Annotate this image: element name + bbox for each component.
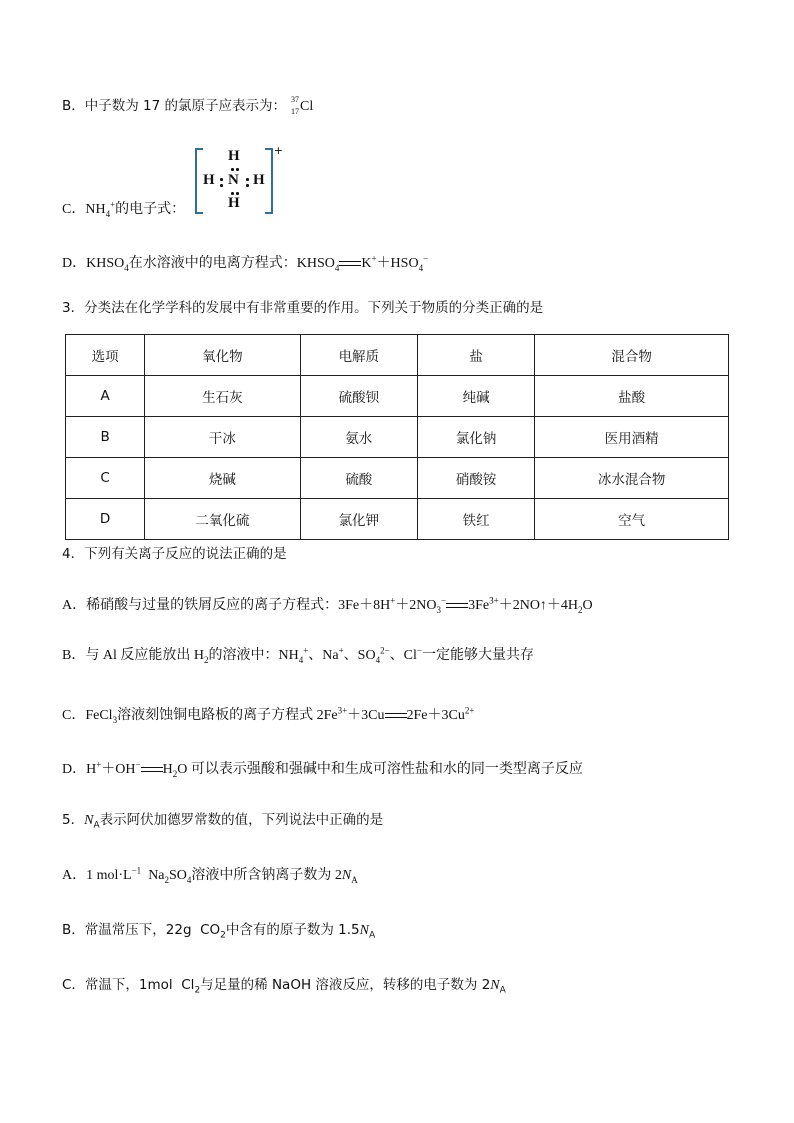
mass-number: 37 [291, 95, 300, 104]
table-cell: 硫酸 [300, 458, 417, 499]
option-text: ＋HSO [376, 256, 419, 271]
electron-dot [231, 168, 234, 171]
electron-dot [246, 178, 249, 181]
subscript: 4 [124, 262, 129, 273]
option-text: 、SO [343, 648, 376, 663]
question-4-stem: 4．下列有关离子反应的说法正确的是 [62, 546, 287, 562]
option-text: 在水溶液中的电离方程式：KHSO [128, 256, 335, 271]
subscript: 2 [203, 654, 209, 665]
table-header-cell: 电解质 [300, 335, 417, 376]
equals-sign [339, 261, 361, 267]
option-text: B．与 Al 反应能放出 H [62, 648, 204, 663]
table-cell: C [66, 458, 145, 499]
table-row [66, 376, 729, 417]
table-cell: 氯化钾 [300, 499, 417, 540]
option-2b [62, 96, 313, 117]
table-cell: 烧碱 [145, 458, 301, 499]
option-text: 中含有的原子数为 1.5 [225, 922, 360, 938]
option-text: D．KHSO [62, 256, 125, 271]
option-5c [62, 975, 506, 996]
hydrogen-right: H [253, 172, 265, 188]
table-row [66, 499, 729, 540]
electron-dot [246, 184, 249, 187]
avogadro-symbol: N [359, 923, 369, 938]
option-4d [62, 760, 583, 780]
option-text: 3Fe [468, 598, 490, 613]
subscript: A [499, 985, 506, 996]
subscript: 2 [220, 930, 226, 941]
option-text: ＋2NO [395, 598, 437, 613]
option-text: 、Cl [389, 648, 417, 663]
superscript: −1 [131, 865, 142, 876]
superscript: + [96, 759, 102, 770]
electron-dot [220, 178, 223, 181]
table-cell: 硫酸钡 [300, 376, 417, 417]
option-text: ＋2NO↑＋4H [498, 598, 579, 613]
option-text: ＋3Cu [347, 708, 385, 723]
equals-sign [446, 603, 468, 609]
option-text: B．中子数为 17 的氯原子应表示为： [62, 98, 287, 114]
isotope-notation [286, 96, 300, 116]
option-text: A．稀硝酸与过量的铁屑反应的离子方程式：3Fe＋8H [62, 598, 391, 613]
option-text: 与足量的稀 NaOH 溶液反应，转移的电子数为 2 [200, 977, 491, 993]
question-3-stem: 3．分类法在化学学科的发展中有非常重要的作用。下列关于物质的分类正确的是 [62, 300, 544, 316]
superscript: 2− [380, 645, 390, 656]
option-text: O 可以表示强酸和强碱中和生成可溶性盐和水的同一类型离子反应 [177, 762, 583, 777]
subscript: A [369, 930, 376, 941]
avogadro-symbol: N [84, 813, 94, 828]
option-text: 溶液中所含钠离子数为 2 [191, 868, 342, 883]
subscript: 4 [375, 654, 381, 665]
table-cell: 硝酸铵 [417, 458, 534, 499]
avogadro-symbol: N [490, 978, 500, 993]
table-cell: 氯化钠 [417, 417, 534, 458]
table-row [66, 458, 729, 499]
electron-dot [236, 168, 239, 171]
superscript: − [441, 595, 447, 606]
equals-sign [385, 713, 407, 719]
classification-table [65, 334, 729, 540]
superscript: − [416, 645, 422, 656]
table-cell: 冰水混合物 [535, 458, 729, 499]
option-text: B．常温常压下，22g CO [62, 922, 221, 938]
superscript: + [371, 253, 377, 264]
subscript: 4 [334, 262, 340, 273]
question-text: 表示阿伏加德罗常数的值，下列说法中正确的是 [99, 812, 384, 828]
option-text: C．常温下，1mol Cl [62, 977, 195, 993]
option-text: ＋OH [101, 762, 136, 777]
option-5a [62, 866, 358, 886]
option-2c [62, 200, 185, 220]
superscript: 3+ [489, 595, 499, 606]
subscript: 2 [172, 768, 178, 779]
avogadro-symbol: N [341, 868, 352, 883]
option-text: D．H [62, 762, 97, 777]
table-row [66, 417, 729, 458]
option-2d [62, 254, 428, 274]
charge-sign: + [273, 144, 283, 157]
table-header-cell: 选项 [66, 335, 145, 376]
option-text: 溶液刻蚀铜电路板的离子方程式 2Fe [117, 708, 338, 723]
option-text: C．FeCl [62, 708, 113, 723]
table-cell: 医用酒精 [535, 417, 729, 458]
subscript: 2 [578, 604, 583, 615]
subscript: 4 [105, 208, 111, 219]
option-text: A．1 mol·L [62, 868, 132, 883]
hydrogen-bottom: H [228, 195, 240, 211]
left-bracket [195, 148, 203, 214]
hydrogen-left: H [203, 172, 215, 188]
table-header-row [66, 335, 729, 376]
electron-dot [220, 184, 223, 187]
option-text: 一定能够大量共存 [421, 648, 534, 663]
option-4b [62, 646, 534, 666]
option-text: H [162, 762, 173, 777]
table-cell: 干冰 [145, 417, 301, 458]
option-5b [62, 920, 375, 941]
subscript: 4 [298, 654, 304, 665]
superscript: + [390, 595, 396, 606]
electron-dot [231, 192, 234, 195]
option-text: 的电子式： [115, 202, 186, 217]
table-header-cell: 盐 [417, 335, 534, 376]
option-text: SO [169, 868, 187, 883]
table-cell: D [66, 499, 145, 540]
electron-dot [236, 192, 239, 195]
subscript: 3 [112, 714, 118, 725]
subscript: 2 [194, 985, 201, 996]
subscript: 4 [418, 262, 424, 273]
option-text: 的溶液中：NH [208, 648, 299, 663]
option-4a [62, 596, 593, 616]
subscript: 4 [186, 874, 192, 885]
hydrogen-top: H [228, 148, 240, 164]
element-symbol: Cl [300, 99, 314, 114]
superscript: + [303, 645, 309, 656]
superscript: − [135, 759, 141, 770]
subscript: A [351, 874, 358, 885]
superscript: − [423, 253, 429, 264]
table-cell: A [66, 376, 145, 417]
option-text: 、Na [308, 648, 339, 663]
superscript: + [110, 199, 116, 210]
table-cell: 纯碱 [417, 376, 534, 417]
table-cell: 盐酸 [535, 376, 729, 417]
nitrogen-center: N [228, 172, 239, 188]
option-text: 2Fe＋3Cu [406, 708, 465, 723]
atomic-number: 17 [291, 107, 300, 116]
subscript: A [93, 820, 100, 831]
subscript: 2 [164, 874, 170, 885]
superscript: + [338, 645, 344, 656]
ammonium-electron-formula [195, 144, 283, 214]
superscript: 2+ [464, 705, 475, 716]
option-text: Na [141, 868, 165, 883]
question-5-stem [62, 810, 383, 831]
question-number: 5． [62, 812, 85, 828]
table-cell: 铁红 [417, 499, 534, 540]
table-header-cell: 氧化物 [145, 335, 301, 376]
option-4c [62, 706, 474, 726]
table-cell: B [66, 417, 145, 458]
option-text: C．NH [62, 202, 106, 217]
option-text: K [361, 256, 372, 271]
superscript: 3+ [337, 705, 348, 716]
subscript: 3 [436, 604, 442, 615]
table-cell: 二氧化硫 [145, 499, 301, 540]
table-cell: 氨水 [300, 417, 417, 458]
equals-sign [141, 767, 163, 773]
table-header-cell: 混合物 [535, 335, 729, 376]
option-text: O [582, 598, 593, 613]
table-cell: 生石灰 [145, 376, 301, 417]
table-cell: 空气 [535, 499, 729, 540]
right-bracket [265, 148, 273, 214]
